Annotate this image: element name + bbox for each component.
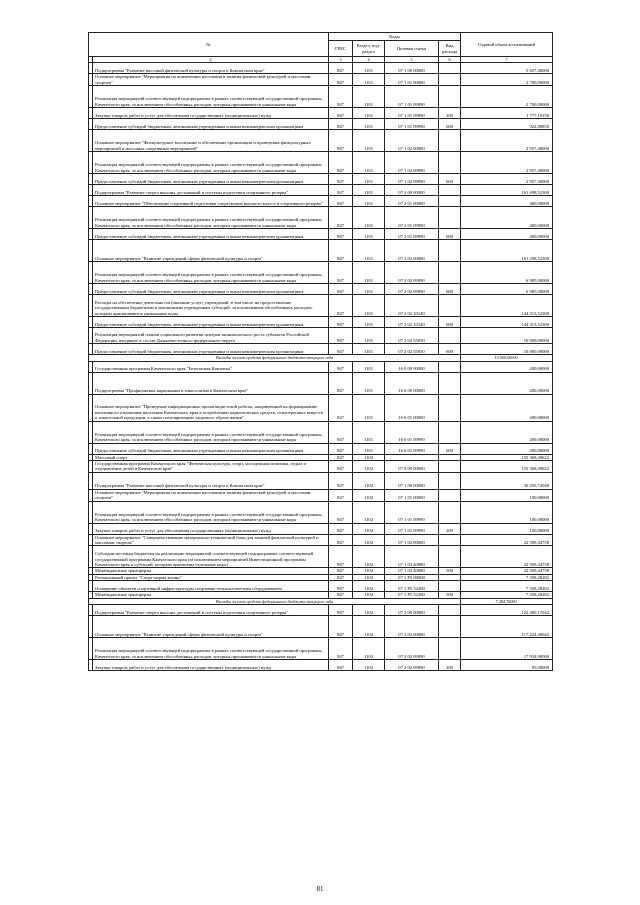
row-vr — [439, 196, 461, 207]
row-grbs: 847 — [329, 461, 353, 473]
page-number: 81 — [316, 885, 324, 893]
row-amount: 6 985,00000 — [461, 284, 553, 295]
row-name: Подпрограмма "Развитие спорта высших достижений и системы подготовки спортивного резерва" — [93, 185, 329, 196]
table-row — [89, 229, 553, 240]
row-cst: 07 2 01 00000 — [385, 196, 439, 207]
row-cst: 07 2 02 00000 — [385, 240, 439, 262]
table-row — [89, 546, 553, 568]
row-grbs: 847 — [329, 196, 353, 207]
row-razdel: 1102 — [353, 546, 385, 568]
row-name: Основное мероприятие "Развитие учреждений сферы физической культуры и спорта" — [93, 616, 329, 638]
table-row — [89, 240, 553, 262]
row-grbs: 847 — [329, 295, 353, 317]
table-row — [89, 108, 553, 119]
row-amount: 10 000,00000 — [461, 355, 553, 361]
row-cst: 16 6 01 00000 — [385, 394, 439, 421]
row-grbs: 847 — [329, 489, 353, 501]
row-cst: 07 1 03 40080 — [385, 568, 439, 574]
row-grbs: 847 — [329, 523, 353, 534]
row-vr — [439, 605, 461, 616]
row-vr — [439, 372, 461, 394]
header-amount: Годовой объем ассигнований — [461, 33, 553, 57]
table-row — [89, 372, 553, 394]
row-vr — [439, 489, 461, 501]
row-vr: 600 — [439, 317, 461, 328]
row-amount: 144 313,52300 — [461, 295, 553, 317]
row-cst: 07 2 02 55050 — [385, 328, 439, 344]
row-razdel: 1102 — [353, 638, 385, 660]
row-name: Основное мероприятие "Совершенствование материально-технической базы для занятий физической культурой и массовым спортом" — [93, 534, 329, 546]
row-name: Реализация мероприятий соответствующей подпрограммы в рамках соответствующей государственной программы Камчатского края, за исключением обособленных расходов, которым присваиваются уникальные коды — [93, 421, 329, 443]
row-cst: 07 1 01 09990 — [385, 119, 439, 130]
row-grbs: 847 — [329, 328, 353, 344]
table-row — [89, 472, 553, 489]
row-amount: 30 256,72040 — [461, 472, 553, 489]
row-razdel: 1101 — [353, 74, 385, 86]
row-razdel: 1101 — [353, 86, 385, 108]
row-amount: 1 777,19150 — [461, 108, 553, 119]
row-amount: 2 700,00000 — [461, 86, 553, 108]
row-grbs: 847 — [329, 443, 353, 454]
row-amount: 161 698,52300 — [461, 185, 553, 196]
table-row — [89, 284, 553, 295]
row-cst: 07 2 02 09990 — [385, 262, 439, 284]
row-amount: 400,00000 — [461, 196, 553, 207]
row-razdel: 1102 — [353, 574, 385, 580]
row-name: Массовый спорт — [93, 454, 329, 460]
row-grbs: 847 — [329, 372, 353, 394]
row-cst: 07 2 02 10140 — [385, 295, 439, 317]
row-note: Расходы за счет средств федерального бюджета текущего года — [89, 355, 461, 361]
row-amount: 200,00000 — [461, 361, 553, 372]
row-cst: 07 2 01 09990 — [385, 207, 439, 229]
row-amount: 7 358,28282 — [461, 592, 553, 598]
row-cst: 07 1 01 09990 — [385, 501, 439, 523]
row-name: Оснащение объектов спортивной инфраструктуры спортивно-технологическим оборудованием — [93, 581, 329, 592]
table-row — [89, 74, 553, 86]
row-razdel: 1102 — [353, 454, 385, 460]
row-grbs: 847 — [329, 546, 353, 568]
row-grbs: 847 — [329, 616, 353, 638]
table-row — [89, 616, 553, 638]
table-row — [89, 501, 553, 523]
row-cst: 07 2 02 00000 — [385, 616, 439, 638]
row-name: Основное мероприятие "Мероприятия по вовлечению населения в занятия физической культурой и массовым спортом" — [93, 74, 329, 86]
row-razdel: 1101 — [353, 443, 385, 454]
row-vr — [439, 74, 461, 86]
row-razdel: 1102 — [353, 592, 385, 598]
row-grbs: 847 — [329, 568, 353, 574]
row-cst: 07 1 00 00000 — [385, 63, 439, 74]
row-cst: 07 1 P5 00000 — [385, 574, 439, 580]
row-cst: 07 0 00 00000 — [385, 461, 439, 473]
row-razdel: 1101 — [353, 229, 385, 240]
row-vr — [439, 152, 461, 174]
row-vr — [439, 501, 461, 523]
row-name: Реализация мероприятий соответствующей подпрограммы в рамках соответствующей государственной программы Камчатского края, за исключением обособленных расходов, которым присваиваются уникальные коды — [93, 207, 329, 229]
row-razdel: 1101 — [353, 284, 385, 295]
budget-table-page — [88, 32, 552, 671]
row-vr: 600 — [439, 284, 461, 295]
row-razdel: 1101 — [353, 361, 385, 372]
row-note: Расходы за счет средств федерального бюджета текущего года — [89, 598, 461, 604]
row-amount: 122 480,17042 — [461, 605, 553, 616]
row-amount: 6 985,00000 — [461, 262, 553, 284]
header-grbs: ГРБС — [329, 41, 353, 57]
row-vr — [439, 130, 461, 152]
row-razdel: 1102 — [353, 568, 385, 574]
row-razdel: 1101 — [353, 317, 385, 328]
row-name: Предоставление субсидий бюджетным, автономным учреждениям и иным некоммерческим организациям — [93, 344, 329, 355]
row-razdel: 1101 — [353, 119, 385, 130]
table-row — [89, 534, 553, 546]
row-vr — [439, 472, 461, 489]
row-name: Предоставление субсидий бюджетным, автономным учреждениям и иным некоммерческим организациям — [93, 443, 329, 454]
row-amount: 22 509,44758 — [461, 546, 553, 568]
table-body — [89, 63, 553, 671]
row-cst: 07 1 01 09990 — [385, 86, 439, 108]
table-row — [89, 119, 553, 130]
row-name: Предоставление субсидий бюджетным, автономным учреждениям и иным некоммерческим организациям — [93, 317, 329, 328]
row-amount: 2 957,40000 — [461, 130, 553, 152]
row-razdel: 1102 — [353, 461, 385, 473]
row-name: Основное мероприятие "Физкультурное воспитание и обеспечение организации и проведения физкультурных мероприятий и массовых спортивных мероприятий" — [93, 130, 329, 152]
row-grbs: 847 — [329, 581, 353, 592]
row-vr — [439, 63, 461, 74]
row-name: Подпрограмма "Развитие массовой физической культуры и спорта в Камчатском крае" — [93, 472, 329, 489]
row-razdel: 1101 — [353, 344, 385, 355]
row-amount: 95,00000 — [461, 660, 553, 671]
row-vr — [439, 581, 461, 592]
row-cst: 07 1 01 00000 — [385, 74, 439, 86]
row-name: Государственная программа Камчатского края "Безопасная Камчатка" — [93, 361, 329, 372]
row-razdel: 1102 — [353, 489, 385, 501]
row-name: Субсидии местным бюджетам на реализацию мероприятий соответствующей подпрограммы соответствующей государственной программы Камчатского края (за исключением мероприятий Инвестиционной программы Камчатского края и субсидий, которым присвоены отдельные коды) — [93, 546, 329, 568]
row-cst: 07 1 02 09990 — [385, 152, 439, 174]
row-vr: 500 — [439, 592, 461, 598]
row-vr — [439, 638, 461, 660]
row-name: Закупка товаров, работ и услуг для обеспечения государственных (муниципальных) нужд — [93, 660, 329, 671]
table-row — [89, 185, 553, 196]
row-cst: 07 1 00 00000 — [385, 472, 439, 489]
table-row — [89, 344, 553, 355]
row-cst: 07 1 01 00000 — [385, 489, 439, 501]
row-amount: 400,00000 — [461, 229, 553, 240]
row-name: Основное мероприятие "Мероприятия по вовлечению населения в занятия физической культурой и массовым спортом" — [93, 489, 329, 501]
row-razdel: 1102 — [353, 581, 385, 592]
row-vr — [439, 394, 461, 421]
row-razdel: 1101 — [353, 262, 385, 284]
row-grbs: 847 — [329, 344, 353, 355]
row-razdel: 1101 — [353, 372, 385, 394]
table-row — [89, 489, 553, 501]
row-amount: 5 657,40000 — [461, 63, 553, 74]
row-name: Предоставление субсидий бюджетным, автономным учреждениям и иным некоммерческим организациям — [93, 229, 329, 240]
row-vr — [439, 207, 461, 229]
row-vr: 600 — [439, 174, 461, 185]
row-razdel: 1102 — [353, 472, 385, 489]
row-razdel: 1102 — [353, 523, 385, 534]
row-razdel: 1102 — [353, 501, 385, 523]
row-razdel: 1102 — [353, 534, 385, 546]
row-razdel: 1101 — [353, 152, 385, 174]
row-grbs: 847 — [329, 174, 353, 185]
row-razdel: 1101 — [353, 63, 385, 74]
header-vr: Вид расхода — [439, 41, 461, 57]
row-grbs: 847 — [329, 361, 353, 372]
row-vr — [439, 421, 461, 443]
table-row — [89, 262, 553, 284]
row-amount: 117 224,40042 — [461, 616, 553, 638]
row-razdel: 1101 — [353, 185, 385, 196]
row-grbs: 847 — [329, 472, 353, 489]
row-grbs: 847 — [329, 108, 353, 119]
table-row — [89, 130, 553, 152]
row-vr — [439, 534, 461, 546]
row-cst: 07 1 01 09990 — [385, 108, 439, 119]
row-name: Реализация мероприятий соответствующей подпрограммы в рамках соответствующей государственной программы Камчатского края, за исключением обособленных расходов, которым присваиваются уникальные коды — [93, 86, 329, 108]
row-name: Реализация мероприятий соответствующей подпрограммы в рамках соответствующей государственной программы Камчатского края, за исключением обособленных расходов, которым присваиваются уникальные коды — [93, 262, 329, 284]
row-amount: 7 358,28282 — [461, 581, 553, 592]
row-grbs: 847 — [329, 262, 353, 284]
row-name: Основное мероприятие "Развитие учреждений сферы физической культуры и спорта" — [93, 240, 329, 262]
row-vr — [439, 240, 461, 262]
row-name: Подпрограмма "Развитие спорта высших достижений и системы подготовки спортивного резерва" — [93, 605, 329, 616]
row-grbs: 847 — [329, 592, 353, 598]
row-name: Подпрограмма "Профилактика наркомании и алкоголизма в Камчатском крае" — [93, 372, 329, 394]
row-razdel: 1102 — [353, 605, 385, 616]
row-cst: 07 2 01 09990 — [385, 229, 439, 240]
row-grbs: 847 — [329, 605, 353, 616]
table-row — [89, 328, 553, 344]
row-cst: 07 1 03 40080 — [385, 546, 439, 568]
row-grbs: 847 — [329, 130, 353, 152]
row-name: Региональный проект "Спорт-норма жизни" — [93, 574, 329, 580]
row-amount: 100,00000 — [461, 489, 553, 501]
row-amount: 22 509,44758 — [461, 568, 553, 574]
row-amount: 17 934,90000 — [461, 638, 553, 660]
row-amount: 161 298,52300 — [461, 240, 553, 262]
row-amount: 144 313,52300 — [461, 317, 553, 328]
row-amount: 100,00000 — [461, 501, 553, 523]
row-vr: 200 — [439, 523, 461, 534]
row-razdel: 1102 — [353, 616, 385, 638]
row-amount: 10 000,00000 — [461, 328, 553, 344]
row-amount: 2 957,40000 — [461, 152, 553, 174]
table-row — [89, 174, 553, 185]
row-vr: 600 — [439, 443, 461, 454]
table-row — [89, 461, 553, 473]
table-row — [89, 523, 553, 534]
row-amount: 22 509,44758 — [461, 534, 553, 546]
row-amount: 155 368,49622 — [461, 454, 553, 460]
colnum-7: 7 — [461, 57, 553, 63]
row-grbs: 847 — [329, 229, 353, 240]
colnum-4: 4 — [353, 57, 385, 63]
header-cst: Целевая статья — [385, 41, 439, 57]
table-row — [89, 152, 553, 174]
row-cst: 07 1 02 00000 — [385, 130, 439, 152]
row-vr — [439, 185, 461, 196]
row-grbs: 847 — [329, 317, 353, 328]
row-amount: 2 957,40000 — [461, 174, 553, 185]
row-amount: 200,00000 — [461, 394, 553, 421]
row-amount: 10 000,00000 — [461, 344, 553, 355]
row-vr: 600 — [439, 344, 461, 355]
row-razdel: 1101 — [353, 394, 385, 421]
table-row — [89, 605, 553, 616]
row-vr — [439, 361, 461, 372]
row-cst: 16 6 00 00000 — [385, 372, 439, 394]
row-cst: 16 6 01 09990 — [385, 421, 439, 443]
row-vr: 600 — [439, 119, 461, 130]
row-grbs: 847 — [329, 63, 353, 74]
header-razdel: Раздел, под-раздел — [353, 41, 385, 57]
row-amount: 7 284,70000 — [461, 598, 553, 604]
row-cst: 07 2 00 00000 — [385, 605, 439, 616]
row-name: Межбюджетные трансферты — [93, 592, 329, 598]
row-name: Реализация мероприятий соответствующей подпрограммы в рамках соответствующей государственной программы Камчатского края, за исключением обособленных расходов, которым присваиваются уникальные коды — [93, 638, 329, 660]
row-grbs: 847 — [329, 240, 353, 262]
row-name: Предоставление субсидий бюджетным, автономным учреждениям и иным некоммерческим организациям — [93, 174, 329, 185]
row-grbs: 847 — [329, 74, 353, 86]
row-vr: 500 — [439, 568, 461, 574]
row-vr — [439, 328, 461, 344]
row-amount: 200,00000 — [461, 421, 553, 443]
row-grbs: 847 — [329, 185, 353, 196]
row-razdel: 1101 — [353, 108, 385, 119]
row-name: Подпрограмма "Развитие массовой физической культуры и спорта в Камчатском крае" — [93, 63, 329, 74]
row-vr: 200 — [439, 108, 461, 119]
table-row — [89, 63, 553, 74]
row-name: Расходы на обеспечение деятельности (оказание услуг) учреждений, в том числе на предоставление государственным бюджетным и автономным учреждениям субсидий, за исключением обособленных расходов, которым присваиваются уникальные коды — [93, 295, 329, 317]
row-grbs: 847 — [329, 638, 353, 660]
row-cst: 07 2 02 09990 — [385, 660, 439, 671]
row-razdel: 1101 — [353, 240, 385, 262]
row-amount: 2 700,00000 — [461, 74, 553, 86]
row-vr — [439, 546, 461, 568]
row-razdel: 1101 — [353, 328, 385, 344]
row-name: Закупка товаров, работ и услуг для обеспечения государственных (муниципальных) нужд — [93, 108, 329, 119]
row-vr — [439, 461, 461, 473]
row-razdel: 1101 — [353, 196, 385, 207]
row-name: Межбюджетные трансферты — [93, 568, 329, 574]
row-cst: 07 2 02 10140 — [385, 317, 439, 328]
row-razdel: 1102 — [353, 660, 385, 671]
row-grbs: 847 — [329, 284, 353, 295]
row-cst: 16 0 00 00000 — [385, 361, 439, 372]
row-cst: 07 1 P5 52280 — [385, 581, 439, 592]
row-razdel: 1101 — [353, 295, 385, 317]
row-grbs: 847 — [329, 394, 353, 421]
row-vr: 200 — [439, 660, 461, 671]
row-razdel: 1101 — [353, 207, 385, 229]
row-cst: 16 6 01 09990 — [385, 443, 439, 454]
row-vr — [439, 295, 461, 317]
header-codes: Коды — [329, 33, 461, 41]
row-grbs: 847 — [329, 421, 353, 443]
row-grbs: 847 — [329, 119, 353, 130]
row-grbs: 847 — [329, 207, 353, 229]
row-grbs: 847 — [329, 660, 353, 671]
row-name: Реализация мероприятий соответствующей подпрограммы в рамках соответствующей государственной программы Камчатского края, за исключением обособленных расходов, которым присваиваются уникальные коды — [93, 501, 329, 523]
row-cst: 07 1 01 09990 — [385, 523, 439, 534]
row-grbs: 847 — [329, 152, 353, 174]
row-cst: 07 1 P5 52280 — [385, 592, 439, 598]
table-row — [89, 421, 553, 443]
table-row — [89, 638, 553, 660]
colnum-6: 6 — [439, 57, 461, 63]
table-row — [89, 86, 553, 108]
table-row — [89, 361, 553, 372]
table-row — [89, 317, 553, 328]
row-grbs: 847 — [329, 534, 353, 546]
row-amount: 100,00000 — [461, 523, 553, 534]
row-cst: 07 1 02 09990 — [385, 174, 439, 185]
row-cst: 07 2 00 00000 — [385, 185, 439, 196]
row-vr: 600 — [439, 229, 461, 240]
row-cst: 07 2 02 09990 — [385, 638, 439, 660]
row-amount: 200,00000 — [461, 443, 553, 454]
row-razdel: 1101 — [353, 174, 385, 185]
row-amount: 922,80850 — [461, 119, 553, 130]
row-grbs: 847 — [329, 501, 353, 523]
row-name: Реализация мероприятий планов социального развития центров экономического роста субъектов Российской Федерации, входящих в состав Дальневосточного федерального округа — [93, 328, 329, 344]
row-name: Основное мероприятие "Обеспечение спортивной подготовки спортсменов высокого класса и спортивного резерва" — [93, 196, 329, 207]
row-grbs: 847 — [329, 574, 353, 580]
row-razdel: 1101 — [353, 421, 385, 443]
row-amount: 200,00000 — [461, 372, 553, 394]
table-row — [89, 394, 553, 421]
row-grbs: 847 — [329, 86, 353, 108]
table-row — [89, 207, 553, 229]
row-name: Реализация мероприятий соответствующей подпрограммы в рамках соответствующей государственной программы Камчатского края, за исключением обособленных расходов, которым присваиваются уникальные коды — [93, 152, 329, 174]
row-name: Предоставление субсидий бюджетным, автономным учреждениям и иным некоммерческим организациям — [93, 119, 329, 130]
row-amount: 400,00000 — [461, 207, 553, 229]
header-num: № — [89, 33, 329, 57]
row-cst: 07 2 02 55050 — [385, 344, 439, 355]
row-grbs: 847 — [329, 454, 353, 460]
budget-table — [88, 32, 553, 671]
row-amount: 7 358,28282 — [461, 574, 553, 580]
row-cst: 07 1 02 00000 — [385, 534, 439, 546]
row-vr — [439, 616, 461, 638]
table-row — [89, 660, 553, 671]
row-vr — [439, 86, 461, 108]
row-name: Закупка товаров, работ и услуг для обеспечения государственных (муниципальных) нужд — [93, 523, 329, 534]
table-row — [89, 295, 553, 317]
row-name: Основное мероприятие "Проведение информационно-пропагандистской работы, направленной на формирование негативного отношения населения Камчатского края к потреблению наркотических средств, психотропных веществ и алкогольной продукции, а также популяризацию здорового образа жизни" — [93, 394, 329, 421]
colnum-3: 3 — [329, 57, 353, 63]
row-amount: 155 368,49622 — [461, 461, 553, 473]
row-name: Государственная программа Камчатского края "Физическая культура, спорт, молодежная политика, отдых и оздоровление детей в Камчатском крае" — [93, 461, 329, 473]
row-cst: 07 2 02 09990 — [385, 284, 439, 295]
table-row — [89, 196, 553, 207]
colnum-2: 2 — [93, 57, 329, 63]
row-name: Предоставление субсидий бюджетным, автономным учреждениям и иным некоммерческим организациям — [93, 284, 329, 295]
colnum-5: 5 — [385, 57, 439, 63]
row-razdel: 1101 — [353, 130, 385, 152]
table-row — [89, 581, 553, 592]
row-vr — [439, 262, 461, 284]
colnum-1: 1 — [89, 57, 93, 63]
table-row — [89, 443, 553, 454]
